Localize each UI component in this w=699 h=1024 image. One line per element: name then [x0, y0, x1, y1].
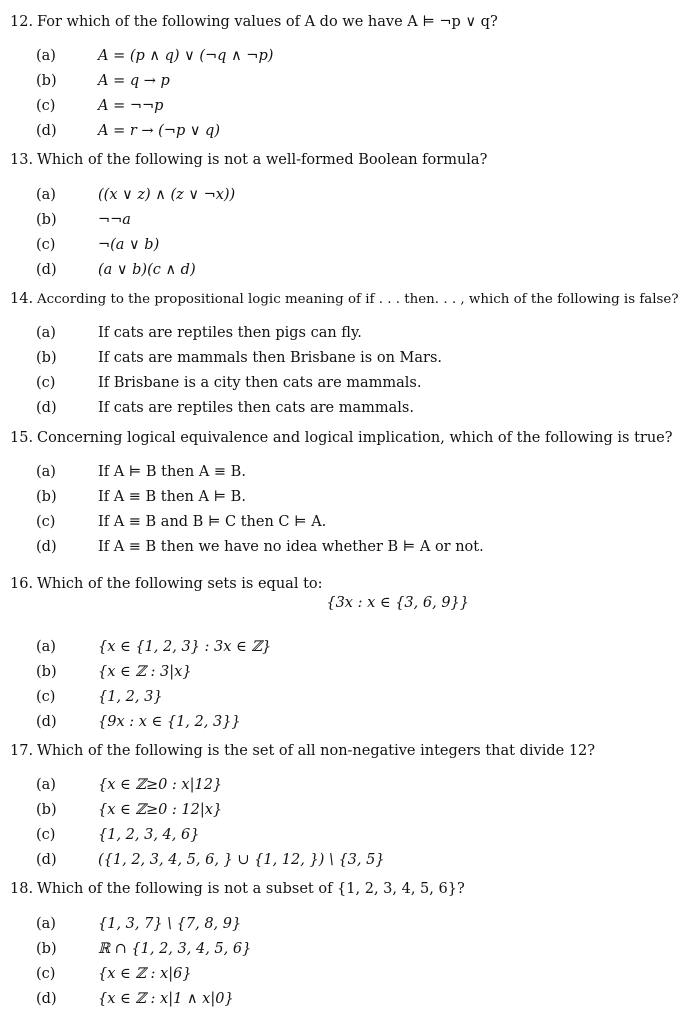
option-16d: [36, 712, 241, 732]
option-text: If A ≡ B and B ⊨ C then C ⊨ A.: [98, 514, 327, 530]
question-text: Concerning logical equivalence and logical implication, which of the following is true?: [37, 430, 673, 446]
question-text: For which of the following values of A do we have A ⊨ ¬p ∨ q?: [37, 14, 498, 30]
option-label: (b): [36, 802, 57, 818]
option-text: If A ≡ B then A ⊨ B.: [98, 489, 246, 505]
option-17a: [36, 775, 222, 795]
option-15b: [36, 487, 246, 507]
option-17c: [36, 825, 199, 845]
option-18b: [36, 939, 251, 959]
question-number: 15.: [10, 430, 34, 446]
option-label: (a): [36, 48, 56, 64]
option-label: (b): [36, 664, 57, 680]
option-16c: [36, 687, 163, 707]
option-label: (b): [36, 350, 57, 366]
option-text: {x ∈ ℤ≥0 : 12|x}: [98, 802, 223, 818]
question-13: [10, 150, 694, 170]
option-text: If A ≡ B then we have no idea whether B ⊨ A or not.: [98, 539, 484, 555]
option-text: {x ∈ ℤ : x|1 ∧ x|0}: [98, 991, 234, 1007]
question-18: [10, 879, 694, 899]
option-text: ((x ∨ z) ∧ (z ∨ ¬x)): [98, 187, 236, 203]
option-14b: [36, 348, 442, 368]
option-text: ℝ ∩ {1, 2, 3, 4, 5, 6}: [98, 941, 252, 957]
option-label: (d): [36, 539, 57, 555]
option-label: (c): [36, 98, 56, 114]
option-label: (c): [36, 827, 56, 843]
option-14a: [36, 323, 362, 343]
option-label: (d): [36, 852, 57, 868]
option-label: (a): [36, 639, 56, 655]
option-13d: [36, 260, 196, 280]
question-number: 16.: [10, 576, 34, 592]
option-15c: [36, 512, 326, 532]
option-text: A = q → p: [98, 73, 170, 89]
option-17d: [36, 850, 385, 870]
option-text: {1, 2, 3}: [98, 689, 163, 705]
option-label: (d): [36, 400, 57, 416]
option-label: (c): [36, 514, 56, 530]
question-12: [10, 12, 694, 32]
question-number: 13.: [10, 152, 34, 168]
question-number: 14.: [10, 291, 34, 307]
option-text: {x ∈ {1, 2, 3} : 3x ∈ ℤ}: [98, 639, 272, 655]
option-label: (a): [36, 916, 56, 932]
option-label: (d): [36, 714, 57, 730]
option-text: ¬¬a: [98, 212, 131, 228]
option-label: (d): [36, 123, 57, 139]
option-text: {9x : x ∈ {1, 2, 3}}: [98, 714, 241, 730]
option-18a: [36, 914, 241, 934]
question-number: 18.: [10, 881, 34, 897]
option-text: {x ∈ ℤ≥0 : x|12}: [98, 777, 223, 793]
option-13a: [36, 185, 235, 205]
option-12d: [36, 121, 220, 141]
question-text: Which of the following is not a subset of {1, 2, 3, 4, 5, 6}?: [37, 881, 465, 897]
display-formula: {3x : x ∈ {3, 6, 9}}: [326, 595, 469, 611]
option-text: A = r → (¬p ∨ q): [98, 123, 220, 139]
option-label: (c): [36, 237, 56, 253]
option-label: (d): [36, 991, 57, 1007]
option-label: (b): [36, 212, 57, 228]
option-12c: [36, 96, 163, 116]
option-15d: [36, 537, 484, 557]
option-label: (c): [36, 689, 56, 705]
question-15: [10, 428, 694, 448]
question-14: [10, 289, 694, 310]
question-text: Which of the following is not a well-formed Boolean formula?: [37, 152, 488, 168]
option-label: (b): [36, 73, 57, 89]
option-14d: [36, 398, 414, 418]
question-number: 17.: [10, 743, 34, 759]
option-label: (b): [36, 489, 57, 505]
option-15a: [36, 462, 246, 482]
option-label: (a): [36, 187, 56, 203]
option-label: (d): [36, 262, 57, 278]
question-17: [10, 741, 694, 761]
option-18c: [36, 964, 192, 984]
option-text: If Brisbane is a city then cats are mammals.: [98, 375, 422, 391]
option-label: (c): [36, 966, 56, 982]
option-text: ({1, 2, 3, 4, 5, 6, } ∪ {1, 12, }) \ {3, 5}: [98, 852, 385, 868]
option-text: A = (p ∧ q) ∨ (¬q ∧ ¬p): [98, 48, 274, 64]
question-text: Which of the following sets is equal to:: [37, 576, 323, 592]
option-text: (a ∨ b)(c ∧ d): [98, 262, 196, 278]
question-16: [10, 574, 694, 594]
option-16a: [36, 637, 271, 657]
question-text: Which of the following is the set of all non-negative integers that divide 12?: [37, 743, 596, 759]
option-text: ¬(a ∨ b): [98, 237, 160, 253]
option-12b: [36, 71, 170, 91]
option-text: If cats are reptiles then cats are mammals.: [98, 400, 414, 416]
option-text: {x ∈ ℤ : x|6}: [98, 966, 192, 982]
option-label: (c): [36, 375, 56, 391]
option-14c: [36, 373, 421, 393]
option-label: (a): [36, 777, 56, 793]
option-label: (a): [36, 464, 56, 480]
option-text: {1, 2, 3, 4, 6}: [98, 827, 200, 843]
option-text: If cats are reptiles then pigs can fly.: [98, 325, 362, 341]
option-text: {x ∈ ℤ : 3|x}: [98, 664, 192, 680]
option-label: (b): [36, 941, 57, 957]
option-17b: [36, 800, 222, 820]
option-13b: [36, 210, 131, 230]
option-16b: [36, 662, 192, 682]
option-12a: [36, 46, 273, 66]
option-text: If cats are mammals then Brisbane is on Mars.: [98, 350, 442, 366]
option-18d: [36, 989, 234, 1009]
option-13c: [36, 235, 159, 255]
option-text: A = ¬¬p: [98, 98, 164, 114]
option-label: (a): [36, 325, 56, 341]
option-text: If A ⊨ B then A ≡ B.: [98, 464, 246, 480]
question-text: According to the propositional logic meaning of if . . . then. . . , which of the following is false?: [37, 292, 679, 307]
option-text: {1, 3, 7} \ {7, 8, 9}: [98, 916, 242, 932]
question-number: 12.: [10, 14, 34, 30]
